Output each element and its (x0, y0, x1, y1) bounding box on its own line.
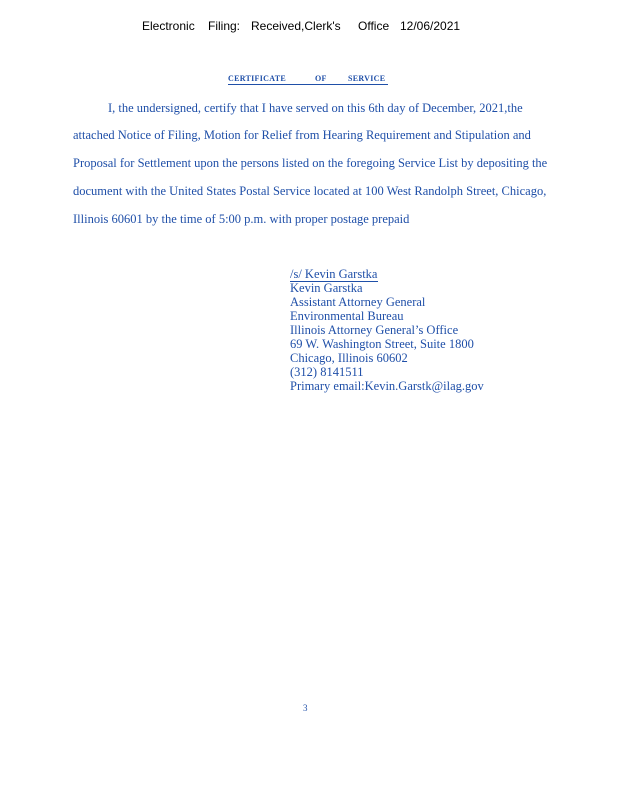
body-line-2: attached Notice of Filing, Motion for Relief from Hearing Requirement and Stipulation and (73, 128, 531, 142)
header-filing: Filing: (208, 19, 241, 33)
signature-position: Assistant Attorney General (290, 295, 426, 309)
certificate-title (228, 74, 388, 85)
header-office: Office (358, 19, 390, 33)
header-received: Received,Clerk's (251, 19, 341, 33)
signature-office: Illinois Attorney General’s Office (290, 323, 459, 337)
signature-name: Kevin Garstka (290, 281, 363, 295)
header-electronic: Electronic (142, 19, 195, 33)
signature-city: Chicago, Illinois 60602 (290, 351, 408, 365)
signature-phone: (312) 8141511 (290, 365, 364, 379)
body-line-5: Illinois 60601 by the time of 5:00 p.m. with proper postage prepaid (73, 212, 410, 226)
body-line-3: Proposal for Settlement upon the persons listed on the foregoing Service List by depositing the (73, 156, 548, 170)
title-service: SERVICE (348, 74, 386, 83)
signature-street: 69 W. Washington Street, Suite 1800 (290, 337, 474, 351)
title-certificate: CERTIFICATE (228, 74, 286, 83)
header-date: 12/06/2021 (400, 19, 461, 33)
title-of: OF (315, 74, 327, 83)
page-number: 3 (303, 703, 308, 713)
signature-bureau: Environmental Bureau (290, 309, 404, 323)
body-line-4: document with the United States Postal Service located at 100 West Randolph Street, Chicago, (73, 184, 547, 198)
body-line-1: I, the undersigned, certify that I have served on this 6th day of December, 2021,the (108, 101, 523, 115)
signature-signed: /s/ Kevin Garstka (290, 267, 378, 281)
signature-email: Primary email:Kevin.Garstk@ilag.gov (290, 379, 484, 393)
